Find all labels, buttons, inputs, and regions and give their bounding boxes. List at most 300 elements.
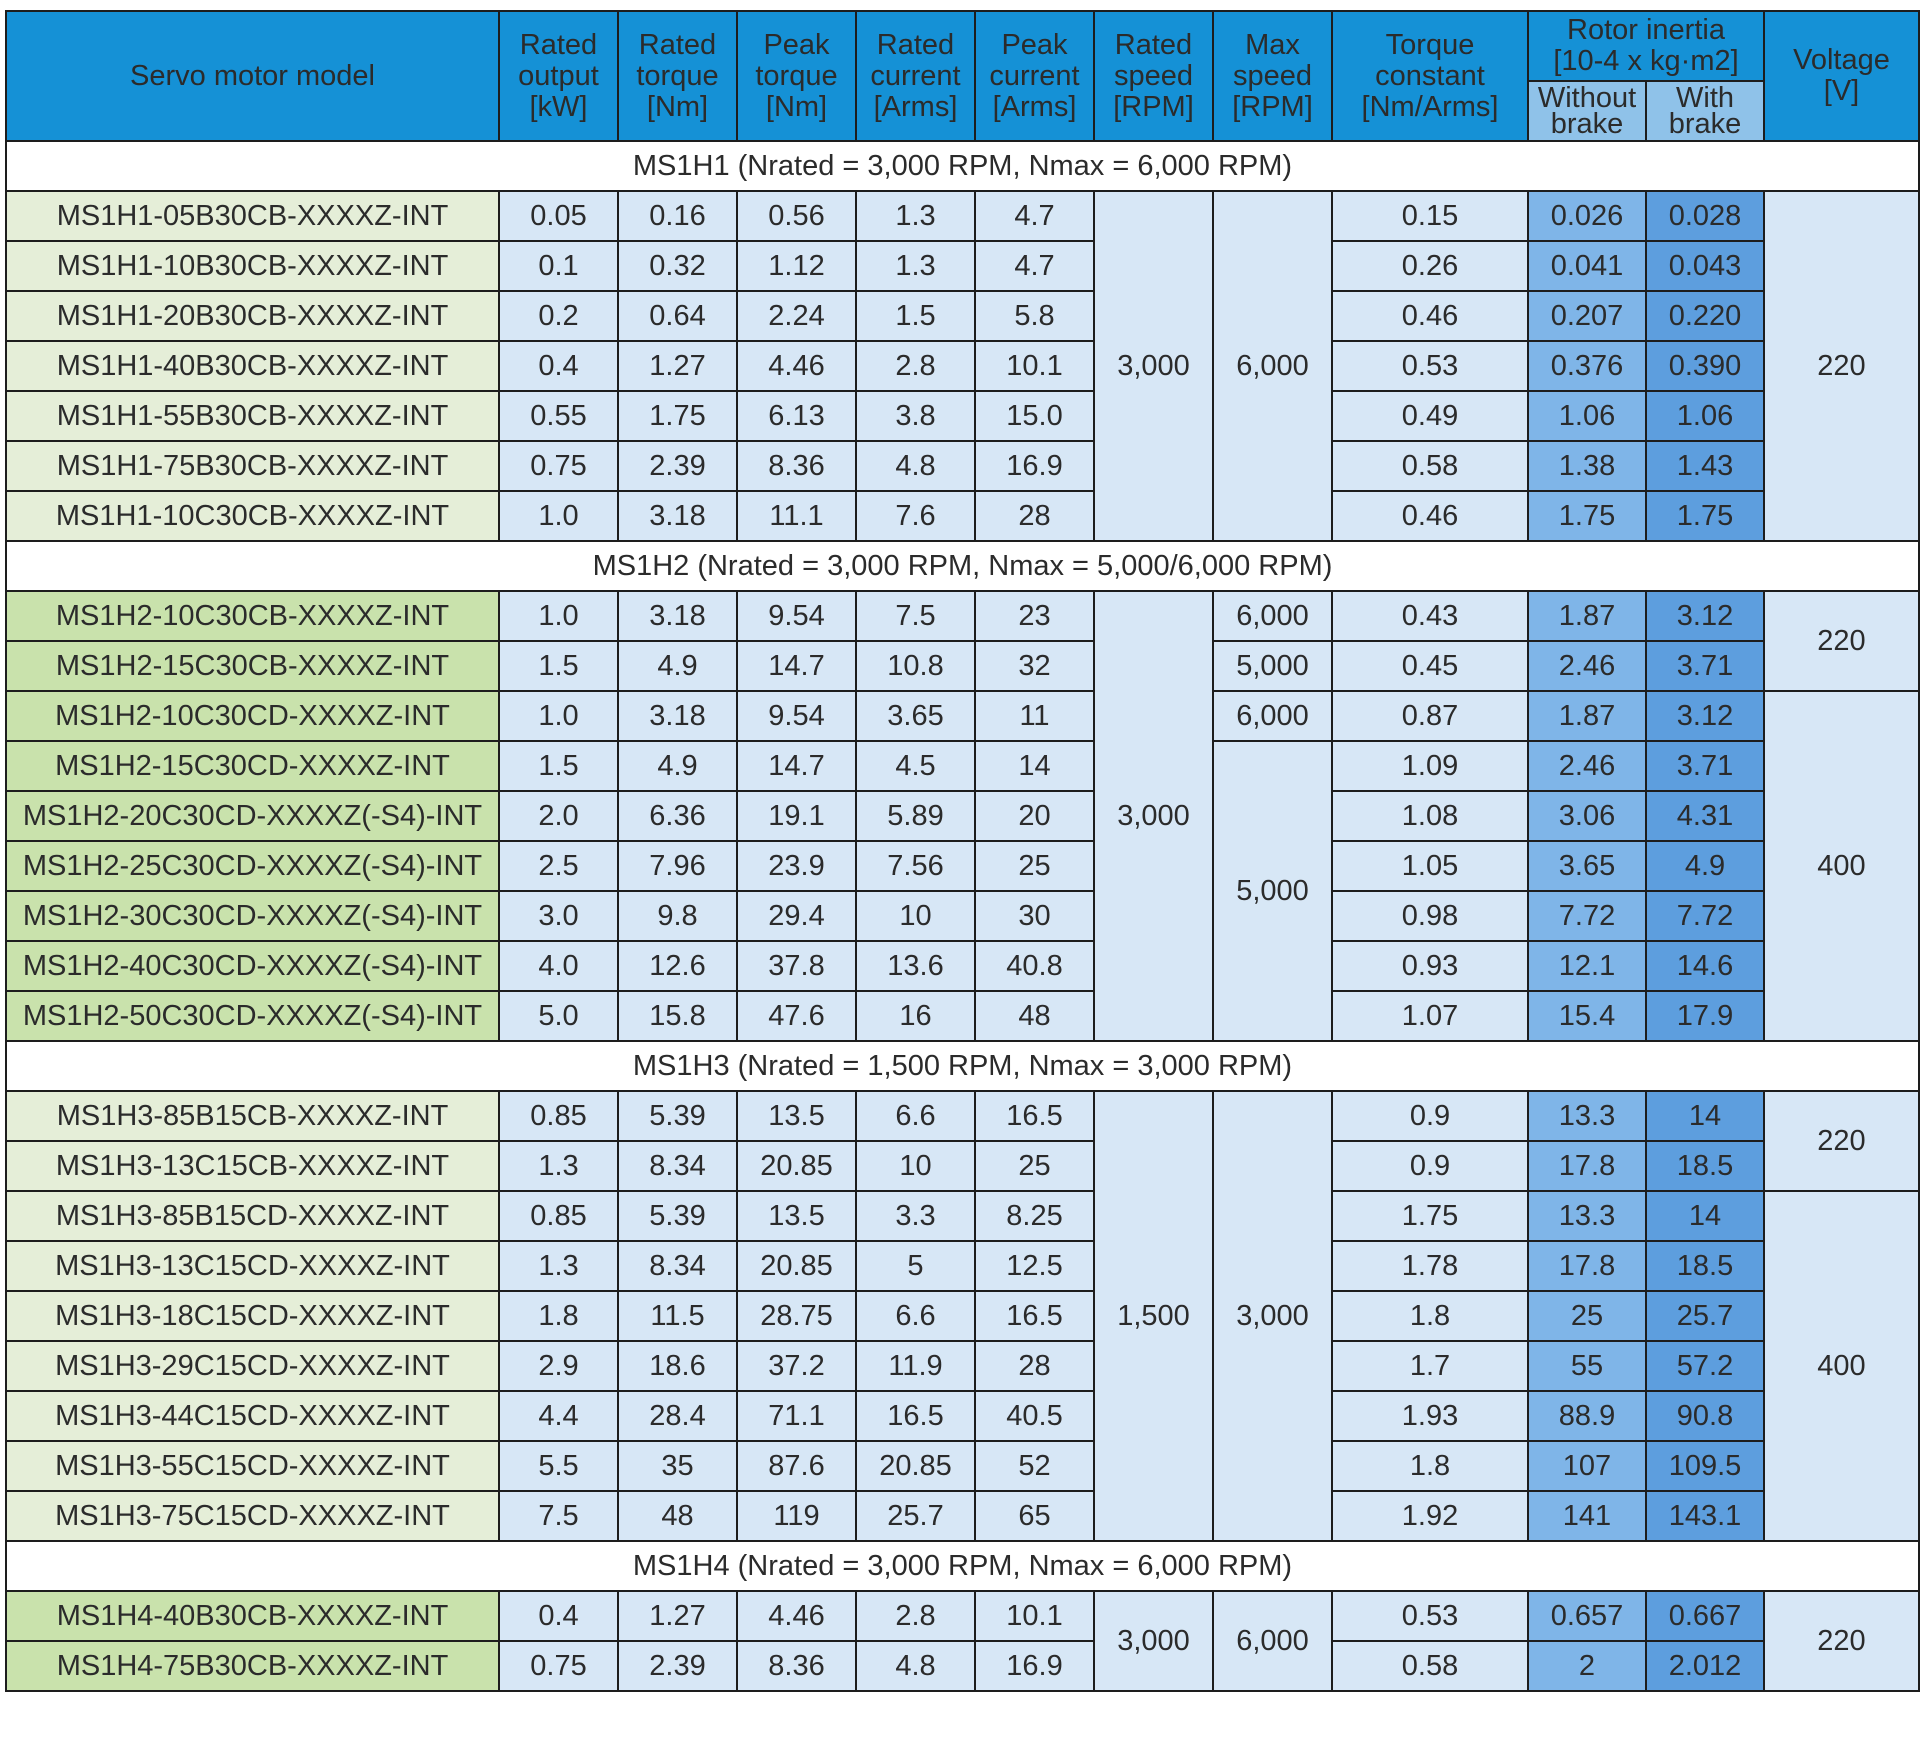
model-name-cell: MS1H2-15C30CB-XXXXZ-INT	[6, 641, 499, 691]
inertia-without-brake-cell: 25	[1528, 1291, 1646, 1341]
inertia-without-brake-cell: 1.87	[1528, 591, 1646, 641]
peak-current-cell: 20	[975, 791, 1094, 841]
peak-current-cell: 25	[975, 1141, 1094, 1191]
rated-torque-cell: 6.36	[618, 791, 737, 841]
rated-output-cell: 0.05	[499, 191, 618, 241]
group-title: MS1H4 (Nrated = 3,000 RPM, Nmax = 6,000 RPM)	[6, 1541, 1919, 1591]
header-model: Servo motor model	[6, 11, 499, 141]
torque-constant-cell: 1.78	[1332, 1241, 1528, 1291]
peak-torque-cell: 20.85	[737, 1141, 856, 1191]
header-peak-torque: Peak torque [Nm]	[737, 11, 856, 141]
rated-torque-cell: 11.5	[618, 1291, 737, 1341]
rated-current-cell: 10	[856, 1141, 975, 1191]
rated-torque-cell: 35	[618, 1441, 737, 1491]
peak-torque-cell: 13.5	[737, 1091, 856, 1141]
inertia-with-brake-cell: 1.75	[1646, 491, 1764, 541]
table-row	[6, 741, 1919, 791]
rated-current-cell: 3.65	[856, 691, 975, 741]
inertia-without-brake-cell: 2.46	[1528, 641, 1646, 691]
rated-current-cell: 6.6	[856, 1091, 975, 1141]
inertia-with-brake-cell: 3.71	[1646, 741, 1764, 791]
model-name-cell: MS1H3-18C15CD-XXXXZ-INT	[6, 1291, 499, 1341]
table-body	[6, 141, 1919, 1691]
inertia-with-brake-cell: 7.72	[1646, 891, 1764, 941]
torque-constant-cell: 0.26	[1332, 241, 1528, 291]
model-name-cell: MS1H2-10C30CD-XXXXZ-INT	[6, 691, 499, 741]
inertia-without-brake-cell: 13.3	[1528, 1091, 1646, 1141]
table-row	[6, 1641, 1919, 1691]
max-speed-cell: 6,000	[1213, 691, 1332, 741]
max-speed-cell: 5,000	[1213, 741, 1332, 1041]
rated-output-cell: 1.3	[499, 1141, 618, 1191]
inertia-without-brake-cell: 0.041	[1528, 241, 1646, 291]
model-name-cell: MS1H2-40C30CD-XXXXZ(-S4)-INT	[6, 941, 499, 991]
rated-output-cell: 0.85	[499, 1191, 618, 1241]
torque-constant-cell: 0.53	[1332, 341, 1528, 391]
peak-torque-cell: 9.54	[737, 691, 856, 741]
rated-torque-cell: 1.27	[618, 341, 737, 391]
peak-current-cell: 30	[975, 891, 1094, 941]
peak-torque-cell: 19.1	[737, 791, 856, 841]
inertia-with-brake-cell: 109.5	[1646, 1441, 1764, 1491]
peak-current-cell: 10.1	[975, 341, 1094, 391]
table-row	[6, 1441, 1919, 1491]
rated-current-cell: 10	[856, 891, 975, 941]
inertia-without-brake-cell: 2.46	[1528, 741, 1646, 791]
model-name-cell: MS1H1-10B30CB-XXXXZ-INT	[6, 241, 499, 291]
inertia-without-brake-cell: 55	[1528, 1341, 1646, 1391]
servo-motor-spec-table	[5, 10, 1920, 1692]
rated-output-cell: 1.0	[499, 491, 618, 541]
max-speed-cell: 3,000	[1213, 1091, 1332, 1541]
inertia-with-brake-cell: 2.012	[1646, 1641, 1764, 1691]
rated-output-cell: 5.5	[499, 1441, 618, 1491]
peak-torque-cell: 4.46	[737, 1591, 856, 1641]
table-row	[6, 1391, 1919, 1441]
rated-current-cell: 20.85	[856, 1441, 975, 1491]
inertia-without-brake-cell: 17.8	[1528, 1141, 1646, 1191]
torque-constant-cell: 0.43	[1332, 591, 1528, 641]
rated-torque-cell: 0.32	[618, 241, 737, 291]
model-name-cell: MS1H1-10C30CB-XXXXZ-INT	[6, 491, 499, 541]
model-name-cell: MS1H3-13C15CD-XXXXZ-INT	[6, 1241, 499, 1291]
peak-torque-cell: 71.1	[737, 1391, 856, 1441]
rated-output-cell: 0.2	[499, 291, 618, 341]
table-row	[6, 1241, 1919, 1291]
torque-constant-cell: 1.93	[1332, 1391, 1528, 1441]
voltage-cell: 400	[1764, 691, 1919, 1041]
inertia-with-brake-cell: 0.043	[1646, 241, 1764, 291]
header-voltage: Voltage [V]	[1764, 11, 1919, 141]
table-row	[6, 591, 1919, 641]
inertia-with-brake-cell: 57.2	[1646, 1341, 1764, 1391]
peak-torque-cell: 20.85	[737, 1241, 856, 1291]
peak-torque-cell: 2.24	[737, 291, 856, 341]
table-row	[6, 1141, 1919, 1191]
rated-output-cell: 0.1	[499, 241, 618, 291]
torque-constant-cell: 0.49	[1332, 391, 1528, 441]
rated-torque-cell: 18.6	[618, 1341, 737, 1391]
peak-torque-cell: 28.75	[737, 1291, 856, 1341]
group-title: MS1H3 (Nrated = 1,500 RPM, Nmax = 3,000 RPM)	[6, 1041, 1919, 1091]
table-row	[6, 391, 1919, 441]
peak-torque-cell: 14.7	[737, 641, 856, 691]
table-row	[6, 1091, 1919, 1141]
inertia-with-brake-cell: 1.06	[1646, 391, 1764, 441]
torque-constant-cell: 1.08	[1332, 791, 1528, 841]
rated-output-cell: 3.0	[499, 891, 618, 941]
peak-torque-cell: 0.56	[737, 191, 856, 241]
rated-torque-cell: 7.96	[618, 841, 737, 891]
inertia-without-brake-cell: 1.38	[1528, 441, 1646, 491]
model-name-cell: MS1H2-10C30CB-XXXXZ-INT	[6, 591, 499, 641]
inertia-without-brake-cell: 2	[1528, 1641, 1646, 1691]
rated-torque-cell: 3.18	[618, 491, 737, 541]
inertia-without-brake-cell: 3.06	[1528, 791, 1646, 841]
rated-torque-cell: 0.64	[618, 291, 737, 341]
inertia-with-brake-cell: 3.71	[1646, 641, 1764, 691]
header-rated-torque: Rated torque [Nm]	[618, 11, 737, 141]
model-name-cell: MS1H3-75C15CD-XXXXZ-INT	[6, 1491, 499, 1541]
rated-torque-cell: 9.8	[618, 891, 737, 941]
inertia-without-brake-cell: 1.06	[1528, 391, 1646, 441]
group-header-row	[6, 1541, 1919, 1591]
rated-torque-cell: 8.34	[618, 1141, 737, 1191]
model-name-cell: MS1H4-75B30CB-XXXXZ-INT	[6, 1641, 499, 1691]
peak-current-cell: 16.9	[975, 1641, 1094, 1691]
group-header-row	[6, 1041, 1919, 1091]
rated-output-cell: 0.55	[499, 391, 618, 441]
rated-current-cell: 7.56	[856, 841, 975, 891]
rated-current-cell: 1.3	[856, 241, 975, 291]
model-name-cell: MS1H4-40B30CB-XXXXZ-INT	[6, 1591, 499, 1641]
peak-current-cell: 40.5	[975, 1391, 1094, 1441]
peak-current-cell: 16.9	[975, 441, 1094, 491]
header-rated-output: Rated output [kW]	[499, 11, 618, 141]
group-title: MS1H1 (Nrated = 3,000 RPM, Nmax = 6,000 RPM)	[6, 141, 1919, 191]
max-speed-cell: 6,000	[1213, 591, 1332, 641]
table-row	[6, 1591, 1919, 1641]
rated-current-cell: 16.5	[856, 1391, 975, 1441]
inertia-with-brake-cell: 0.667	[1646, 1591, 1764, 1641]
rated-output-cell: 1.5	[499, 641, 618, 691]
rated-speed-cell: 3,000	[1094, 591, 1213, 1041]
peak-torque-cell: 13.5	[737, 1191, 856, 1241]
torque-constant-cell: 0.87	[1332, 691, 1528, 741]
max-speed-cell: 5,000	[1213, 641, 1332, 691]
rated-output-cell: 1.0	[499, 691, 618, 741]
peak-current-cell: 5.8	[975, 291, 1094, 341]
rated-torque-cell: 4.9	[618, 741, 737, 791]
table-row	[6, 1341, 1919, 1391]
inertia-with-brake-cell: 0.220	[1646, 291, 1764, 341]
torque-constant-cell: 0.9	[1332, 1141, 1528, 1191]
inertia-without-brake-cell: 17.8	[1528, 1241, 1646, 1291]
torque-constant-cell: 1.09	[1332, 741, 1528, 791]
model-name-cell: MS1H2-50C30CD-XXXXZ(-S4)-INT	[6, 991, 499, 1041]
voltage-cell: 220	[1764, 1591, 1919, 1691]
rated-current-cell: 5	[856, 1241, 975, 1291]
rated-output-cell: 1.0	[499, 591, 618, 641]
header-with-brake: With brake	[1646, 81, 1764, 141]
peak-torque-cell: 6.13	[737, 391, 856, 441]
peak-torque-cell: 119	[737, 1491, 856, 1541]
model-name-cell: MS1H1-40B30CB-XXXXZ-INT	[6, 341, 499, 391]
model-name-cell: MS1H1-75B30CB-XXXXZ-INT	[6, 441, 499, 491]
inertia-without-brake-cell: 1.87	[1528, 691, 1646, 741]
inertia-without-brake-cell: 13.3	[1528, 1191, 1646, 1241]
inertia-without-brake-cell: 0.026	[1528, 191, 1646, 241]
peak-current-cell: 32	[975, 641, 1094, 691]
group-title: MS1H2 (Nrated = 3,000 RPM, Nmax = 5,000/6,000 RPM)	[6, 541, 1919, 591]
max-speed-cell: 6,000	[1213, 191, 1332, 541]
model-name-cell: MS1H2-30C30CD-XXXXZ(-S4)-INT	[6, 891, 499, 941]
rated-current-cell: 3.3	[856, 1191, 975, 1241]
header-max-speed: Max speed [RPM]	[1213, 11, 1332, 141]
rated-output-cell: 1.3	[499, 1241, 618, 1291]
model-name-cell: MS1H3-29C15CD-XXXXZ-INT	[6, 1341, 499, 1391]
model-name-cell: MS1H3-55C15CD-XXXXZ-INT	[6, 1441, 499, 1491]
rated-current-cell: 6.6	[856, 1291, 975, 1341]
peak-current-cell: 23	[975, 591, 1094, 641]
peak-torque-cell: 1.12	[737, 241, 856, 291]
model-name-cell: MS1H2-20C30CD-XXXXZ(-S4)-INT	[6, 791, 499, 841]
table-row	[6, 641, 1919, 691]
rated-current-cell: 3.8	[856, 391, 975, 441]
rated-current-cell: 1.3	[856, 191, 975, 241]
peak-torque-cell: 14.7	[737, 741, 856, 791]
peak-torque-cell: 8.36	[737, 441, 856, 491]
peak-current-cell: 25	[975, 841, 1094, 891]
rated-speed-cell: 3,000	[1094, 191, 1213, 541]
table-row	[6, 691, 1919, 741]
voltage-cell: 400	[1764, 1191, 1919, 1541]
table-row	[6, 991, 1919, 1041]
peak-current-cell: 16.5	[975, 1291, 1094, 1341]
rated-current-cell: 4.8	[856, 441, 975, 491]
rated-current-cell: 2.8	[856, 341, 975, 391]
header-rated-speed: Rated speed [RPM]	[1094, 11, 1213, 141]
torque-constant-cell: 1.92	[1332, 1491, 1528, 1541]
model-name-cell: MS1H2-15C30CD-XXXXZ-INT	[6, 741, 499, 791]
voltage-cell: 220	[1764, 191, 1919, 541]
peak-current-cell: 11	[975, 691, 1094, 741]
rated-speed-cell: 1,500	[1094, 1091, 1213, 1541]
rated-torque-cell: 8.34	[618, 1241, 737, 1291]
torque-constant-cell: 0.93	[1332, 941, 1528, 991]
rated-current-cell: 1.5	[856, 291, 975, 341]
inertia-with-brake-cell: 14	[1646, 1191, 1764, 1241]
peak-torque-cell: 29.4	[737, 891, 856, 941]
rated-torque-cell: 3.18	[618, 591, 737, 641]
voltage-cell: 220	[1764, 591, 1919, 691]
model-name-cell: MS1H1-20B30CB-XXXXZ-INT	[6, 291, 499, 341]
peak-torque-cell: 4.46	[737, 341, 856, 391]
rated-torque-cell: 2.39	[618, 1641, 737, 1691]
inertia-with-brake-cell: 0.028	[1646, 191, 1764, 241]
rated-output-cell: 0.4	[499, 341, 618, 391]
inertia-with-brake-cell: 14.6	[1646, 941, 1764, 991]
peak-torque-cell: 37.8	[737, 941, 856, 991]
torque-constant-cell: 1.8	[1332, 1441, 1528, 1491]
peak-torque-cell: 37.2	[737, 1341, 856, 1391]
header-rotor-inertia: Rotor inertia [10-4 x kg·m2]	[1528, 11, 1764, 81]
torque-constant-cell: 0.53	[1332, 1591, 1528, 1641]
rated-torque-cell: 5.39	[618, 1191, 737, 1241]
rated-torque-cell: 1.27	[618, 1591, 737, 1641]
inertia-without-brake-cell: 1.75	[1528, 491, 1646, 541]
torque-constant-cell: 0.46	[1332, 491, 1528, 541]
torque-constant-cell: 1.8	[1332, 1291, 1528, 1341]
peak-current-cell: 28	[975, 491, 1094, 541]
torque-constant-cell: 1.07	[1332, 991, 1528, 1041]
table-row	[6, 441, 1919, 491]
peak-torque-cell: 47.6	[737, 991, 856, 1041]
rated-current-cell: 25.7	[856, 1491, 975, 1541]
inertia-with-brake-cell: 14	[1646, 1091, 1764, 1141]
table-row	[6, 291, 1919, 341]
model-name-cell: MS1H3-85B15CD-XXXXZ-INT	[6, 1191, 499, 1241]
torque-constant-cell: 0.15	[1332, 191, 1528, 241]
inertia-without-brake-cell: 12.1	[1528, 941, 1646, 991]
table-row	[6, 241, 1919, 291]
peak-torque-cell: 8.36	[737, 1641, 856, 1691]
torque-constant-cell: 0.98	[1332, 891, 1528, 941]
torque-constant-cell: 1.05	[1332, 841, 1528, 891]
rated-output-cell: 2.0	[499, 791, 618, 841]
inertia-with-brake-cell: 90.8	[1646, 1391, 1764, 1441]
rated-output-cell: 0.85	[499, 1091, 618, 1141]
peak-torque-cell: 23.9	[737, 841, 856, 891]
inertia-without-brake-cell: 141	[1528, 1491, 1646, 1541]
model-name-cell: MS1H3-44C15CD-XXXXZ-INT	[6, 1391, 499, 1441]
peak-current-cell: 8.25	[975, 1191, 1094, 1241]
model-name-cell: MS1H1-05B30CB-XXXXZ-INT	[6, 191, 499, 241]
rated-output-cell: 7.5	[499, 1491, 618, 1541]
peak-current-cell: 14	[975, 741, 1094, 791]
inertia-with-brake-cell: 18.5	[1646, 1141, 1764, 1191]
rated-output-cell: 4.4	[499, 1391, 618, 1441]
inertia-without-brake-cell: 15.4	[1528, 991, 1646, 1041]
peak-current-cell: 4.7	[975, 241, 1094, 291]
table-row	[6, 341, 1919, 391]
torque-constant-cell: 1.75	[1332, 1191, 1528, 1241]
table-row	[6, 941, 1919, 991]
rated-torque-cell: 1.75	[618, 391, 737, 441]
table-row	[6, 791, 1919, 841]
inertia-with-brake-cell: 18.5	[1646, 1241, 1764, 1291]
rated-current-cell: 2.8	[856, 1591, 975, 1641]
rated-output-cell: 5.0	[499, 991, 618, 1041]
rated-current-cell: 4.5	[856, 741, 975, 791]
model-name-cell: MS1H3-85B15CB-XXXXZ-INT	[6, 1091, 499, 1141]
rated-speed-cell: 3,000	[1094, 1591, 1213, 1691]
rated-output-cell: 0.4	[499, 1591, 618, 1641]
table-row	[6, 1291, 1919, 1341]
rated-output-cell: 1.5	[499, 741, 618, 791]
inertia-with-brake-cell: 1.43	[1646, 441, 1764, 491]
rated-torque-cell: 0.16	[618, 191, 737, 241]
model-name-cell: MS1H1-55B30CB-XXXXZ-INT	[6, 391, 499, 441]
table-row	[6, 191, 1919, 241]
peak-torque-cell: 11.1	[737, 491, 856, 541]
inertia-with-brake-cell: 143.1	[1646, 1491, 1764, 1541]
group-header-row	[6, 141, 1919, 191]
rated-output-cell: 0.75	[499, 441, 618, 491]
rated-torque-cell: 12.6	[618, 941, 737, 991]
rated-torque-cell: 4.9	[618, 641, 737, 691]
rated-current-cell: 13.6	[856, 941, 975, 991]
peak-current-cell: 48	[975, 991, 1094, 1041]
peak-current-cell: 65	[975, 1491, 1094, 1541]
peak-current-cell: 16.5	[975, 1091, 1094, 1141]
rated-current-cell: 10.8	[856, 641, 975, 691]
table-row	[6, 491, 1919, 541]
peak-current-cell: 15.0	[975, 391, 1094, 441]
rated-torque-cell: 48	[618, 1491, 737, 1541]
inertia-without-brake-cell: 3.65	[1528, 841, 1646, 891]
inertia-with-brake-cell: 0.390	[1646, 341, 1764, 391]
inertia-without-brake-cell: 107	[1528, 1441, 1646, 1491]
inertia-with-brake-cell: 25.7	[1646, 1291, 1764, 1341]
rated-current-cell: 7.6	[856, 491, 975, 541]
rated-output-cell: 1.8	[499, 1291, 618, 1341]
inertia-without-brake-cell: 7.72	[1528, 891, 1646, 941]
peak-current-cell: 52	[975, 1441, 1094, 1491]
table-row	[6, 1491, 1919, 1541]
rated-torque-cell: 2.39	[618, 441, 737, 491]
rated-torque-cell: 15.8	[618, 991, 737, 1041]
rated-current-cell: 5.89	[856, 791, 975, 841]
table-header	[6, 11, 1919, 141]
rated-output-cell: 0.75	[499, 1641, 618, 1691]
rated-current-cell: 4.8	[856, 1641, 975, 1691]
inertia-without-brake-cell: 88.9	[1528, 1391, 1646, 1441]
peak-current-cell: 40.8	[975, 941, 1094, 991]
rated-torque-cell: 3.18	[618, 691, 737, 741]
inertia-with-brake-cell: 3.12	[1646, 591, 1764, 641]
header-rated-current: Rated current [Arms]	[856, 11, 975, 141]
inertia-with-brake-cell: 4.31	[1646, 791, 1764, 841]
torque-constant-cell: 0.46	[1332, 291, 1528, 341]
table-row	[6, 841, 1919, 891]
torque-constant-cell: 1.7	[1332, 1341, 1528, 1391]
rated-current-cell: 16	[856, 991, 975, 1041]
rated-torque-cell: 5.39	[618, 1091, 737, 1141]
voltage-cell: 220	[1764, 1091, 1919, 1191]
table-row	[6, 1191, 1919, 1241]
header-without-brake: Without brake	[1528, 81, 1646, 141]
inertia-with-brake-cell: 3.12	[1646, 691, 1764, 741]
torque-constant-cell: 0.45	[1332, 641, 1528, 691]
model-name-cell: MS1H2-25C30CD-XXXXZ(-S4)-INT	[6, 841, 499, 891]
peak-torque-cell: 87.6	[737, 1441, 856, 1491]
rated-output-cell: 4.0	[499, 941, 618, 991]
inertia-without-brake-cell: 0.207	[1528, 291, 1646, 341]
max-speed-cell: 6,000	[1213, 1591, 1332, 1691]
header-peak-current: Peak current [Arms]	[975, 11, 1094, 141]
torque-constant-cell: 0.9	[1332, 1091, 1528, 1141]
header-torque-constant: Torque constant [Nm/Arms]	[1332, 11, 1528, 141]
peak-current-cell: 12.5	[975, 1241, 1094, 1291]
inertia-with-brake-cell: 17.9	[1646, 991, 1764, 1041]
rated-current-cell: 7.5	[856, 591, 975, 641]
peak-current-cell: 4.7	[975, 191, 1094, 241]
table-row	[6, 891, 1919, 941]
group-header-row	[6, 541, 1919, 591]
rated-output-cell: 2.5	[499, 841, 618, 891]
rated-torque-cell: 28.4	[618, 1391, 737, 1441]
